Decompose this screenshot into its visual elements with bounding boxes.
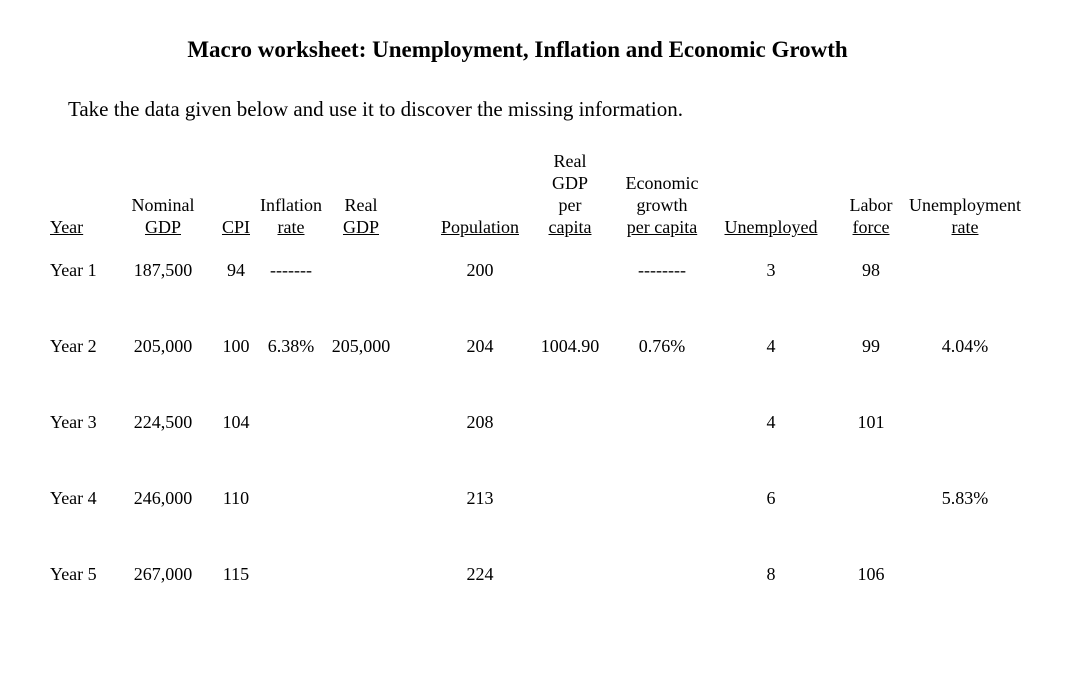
table-cell: 110 [222,488,250,508]
table-cell: 6.38% [267,336,315,356]
column-header-cpi: CPI [221,217,250,237]
table-cell: 205,000 [331,336,391,356]
table-cell: 187,500 [133,260,193,280]
table-cell: -------- [638,260,686,280]
table-cell: 94 [227,260,245,280]
worksheet-title: Macro worksheet: Unemployment, Inflation and Economic Growth [187,37,848,62]
table-cell: 100 [222,336,250,356]
table-cell: Year 1 [50,260,97,280]
column-unemployment-rate [895,136,1035,618]
table-cell: 246,000 [133,488,193,508]
table-cell: 1004.90 [540,336,600,356]
table-cell: 106 [857,564,885,584]
table-cell [895,238,1035,314]
data-table [0,136,1080,676]
column-header-real-gdp-per-capita: Real GDP per capita [548,151,592,237]
column-header-unemployed: Unemployed [724,217,818,237]
table-cell: 98 [862,260,880,280]
table-cell: 99 [862,336,880,356]
column-header-economic-growth-per-capita: Economic growth per capita [625,173,699,237]
table-cell: 5.83% [941,488,989,508]
table-cell: 224 [466,564,494,584]
table-cell [895,542,1035,618]
table-cell: ------- [270,260,312,280]
table-cell: Year 5 [50,564,97,584]
table-cell: 213 [466,488,494,508]
table-cell: 4 [766,336,776,356]
column-header-labor-force: Labor force [849,195,893,237]
table-cell: 267,000 [133,564,193,584]
column-header-population: Population [440,217,519,237]
column-header-nominal-gdp: Nominal GDP [131,195,195,237]
table-cell [895,390,1035,466]
column-header-unemployment-rate: Unemployment rate [909,195,1021,237]
column-header-inflation-rate: Inflation rate [260,195,322,237]
table-cell: 224,500 [133,412,193,432]
table-cell: 115 [222,564,250,584]
table-cell: 6 [766,488,776,508]
table-cell: Year 3 [50,412,97,432]
table-cell: 8 [766,564,776,584]
table-cell: 101 [857,412,885,432]
table-cell: 0.76% [638,336,686,356]
table-cell: 200 [466,260,494,280]
table-cell: 205,000 [133,336,193,356]
table-cell: Year 2 [50,336,97,356]
table-cell: 3 [766,260,776,280]
table-cell: Year 4 [50,488,97,508]
table-cell: 208 [466,412,494,432]
instruction-text: Take the data given below and use it to discover the missing information. [68,97,683,121]
table-cell: 4 [766,412,776,432]
table-cell: 4.04% [941,336,989,356]
column-header-real-gdp: Real GDP [342,195,379,237]
table-cell: 204 [466,336,494,356]
column-header-year: Year [50,217,84,237]
table-cell: 104 [222,412,250,432]
